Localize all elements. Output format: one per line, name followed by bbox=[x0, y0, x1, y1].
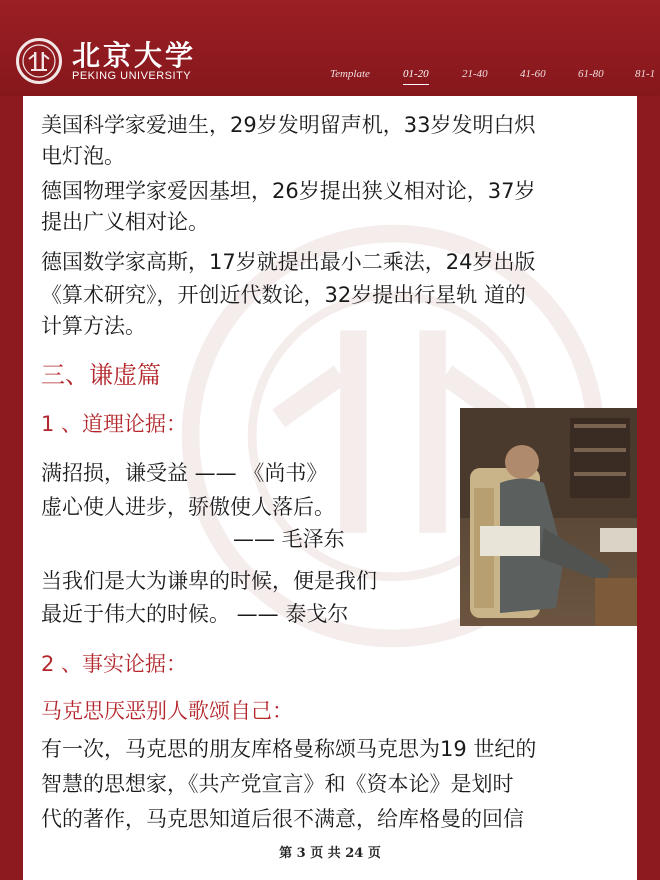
nav-01-20[interactable]: 01-20 bbox=[403, 68, 429, 80]
quote-mao: 虚心使人进步，骄傲使人落后。 bbox=[41, 495, 335, 519]
nav-bar bbox=[0, 68, 660, 88]
page-number: 第 3 页 共 24 页 bbox=[279, 846, 381, 861]
quote-tagore-line2: 最近于伟大的时候。 —— 泰戈尔 bbox=[41, 602, 349, 626]
nav-81-100[interactable]: 81-1 bbox=[635, 68, 656, 80]
fact-line: 智慧的思想家，《共产党宣言》和《资本论》是划时 bbox=[41, 772, 514, 796]
body-line: 《算术研究》，开创近代数论，32岁提出行星轨 道的 bbox=[41, 283, 526, 307]
nav-61-80[interactable]: 61-80 bbox=[578, 68, 604, 80]
body-line: 德国数学家高斯，17岁就提出最小二乘法，24岁出版 bbox=[41, 250, 536, 274]
content-panel bbox=[23, 96, 637, 880]
body-line: 美国科学家爱迪生，29岁发明留声机，33岁发明白炽 bbox=[41, 113, 536, 137]
fact-line: 有一次，马克思的朋友库格曼称颂马克思为19 世纪的 bbox=[41, 737, 537, 761]
body-line: 提出广义相对论。 bbox=[41, 210, 209, 234]
quote-mao-author: —— 毛泽东 bbox=[233, 527, 345, 551]
logo-chinese-name: 北京大学 bbox=[72, 39, 197, 72]
section-title: 三、谦虚篇 bbox=[41, 361, 161, 389]
fact-title: 马克思厌恶别人歌颂自己： bbox=[41, 699, 293, 723]
nav-41-60[interactable]: 41-60 bbox=[520, 68, 546, 80]
nav-21-40[interactable]: 21-40 bbox=[462, 68, 488, 80]
header-bar bbox=[0, 0, 660, 96]
subheading-reasoning: 1 、道理论据： bbox=[41, 412, 188, 436]
portrait-photo bbox=[460, 408, 637, 626]
logo-english-name: PEKING UNIVERSITY bbox=[72, 70, 192, 82]
quote-shangshu: 满招损，谦受益 —— 《尚书》 bbox=[41, 461, 328, 485]
quote-tagore-line1: 当我们是大为谦卑的时候，便是我们 bbox=[41, 569, 377, 593]
body-line: 计算方法。 bbox=[41, 314, 146, 338]
subheading-facts: 2 、事实论据： bbox=[41, 652, 188, 676]
fact-line: 代的著作，马克思知道后很不满意，给库格曼的回信 bbox=[41, 807, 524, 831]
body-line: 电灯泡。 bbox=[41, 144, 125, 168]
nav-template[interactable]: Template bbox=[330, 68, 370, 80]
body-line: 德国物理学家爱因基坦，26岁提出狭义相对论，37岁 bbox=[41, 179, 536, 203]
